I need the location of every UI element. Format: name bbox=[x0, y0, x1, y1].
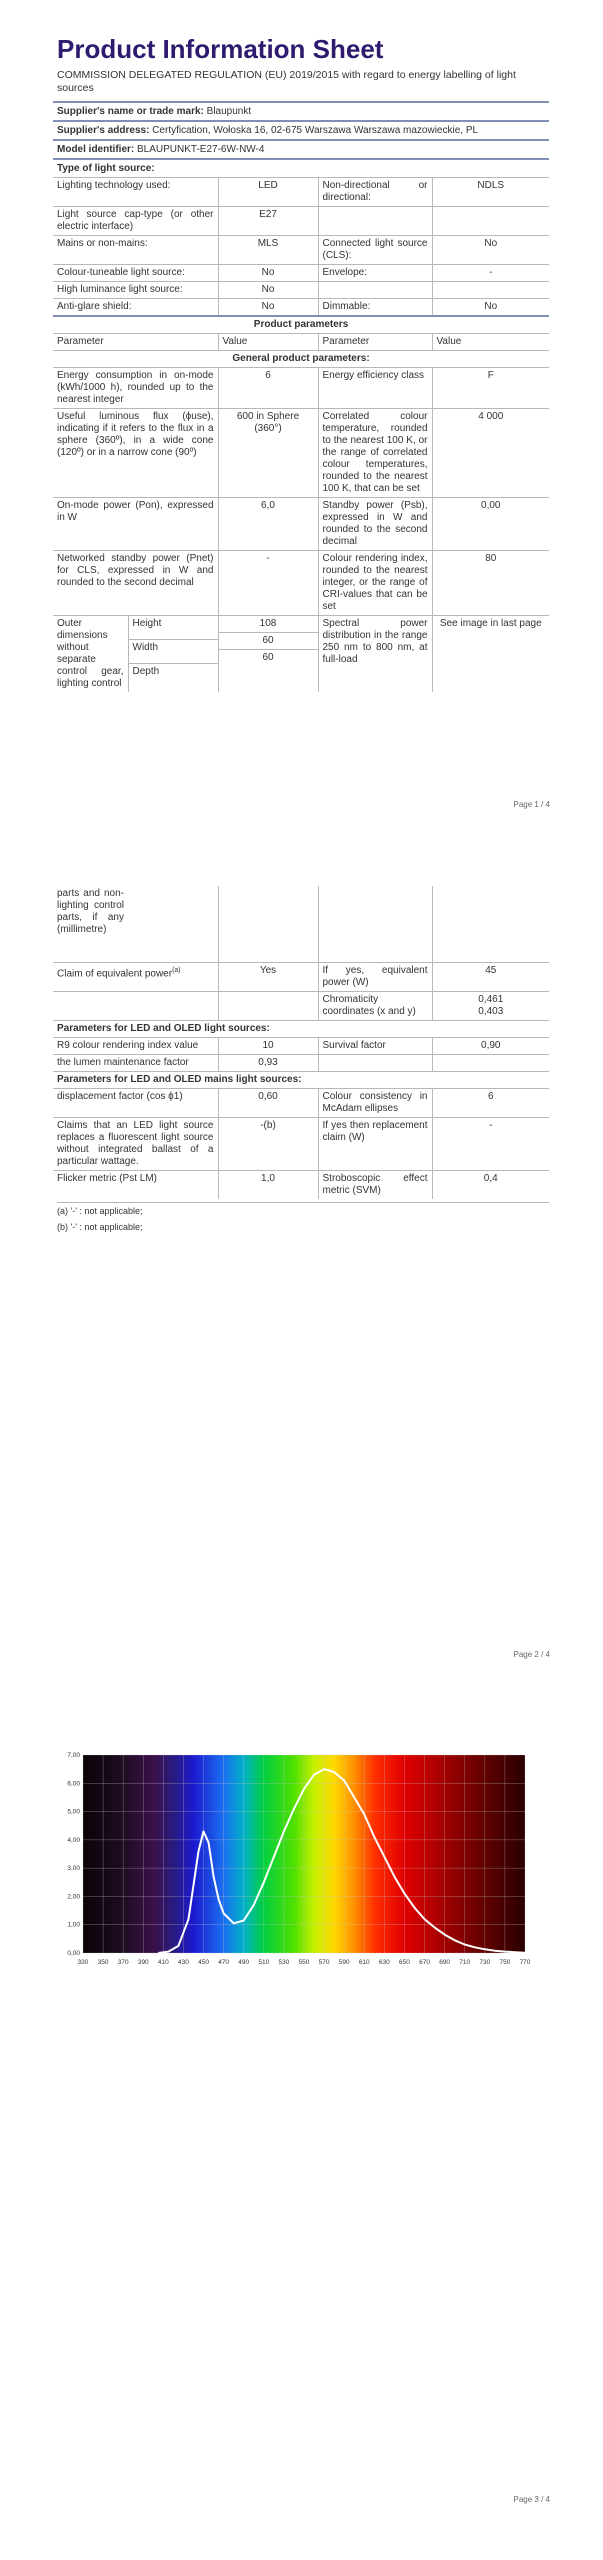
spd-label: Spectral power distribution in the range 250 nm to 800 nm, at full-load bbox=[318, 616, 432, 693]
x-tick-label: 750 bbox=[499, 1959, 511, 1966]
led_rows-value-2: 0,90 bbox=[432, 1038, 549, 1055]
x-tick-label: 570 bbox=[318, 1959, 330, 1966]
p2_rows-label-1 bbox=[53, 992, 218, 1021]
x-tick-label: 770 bbox=[519, 1959, 531, 1966]
x-tick-label: 530 bbox=[278, 1959, 290, 1966]
type_rows-value-1: E27 bbox=[218, 207, 318, 236]
col-value-2: Value bbox=[432, 334, 549, 351]
y-tick-label: 6,00 bbox=[67, 1780, 80, 1788]
x-tick-label: 590 bbox=[338, 1959, 350, 1966]
general-parameters-heading: General product parameters: bbox=[53, 351, 549, 368]
type_rows-label-2: Envelope: bbox=[318, 265, 432, 282]
type_rows-value-1: MLS bbox=[218, 236, 318, 265]
p2_rows-label-2: If yes, equivalent power (W) bbox=[318, 963, 432, 992]
p2_rows-value-1: Yes bbox=[218, 963, 318, 992]
x-tick-label: 510 bbox=[258, 1959, 270, 1966]
type_rows-value-1: No bbox=[218, 282, 318, 299]
y-tick-label: 5,00 bbox=[67, 1808, 80, 1816]
mains_rows-label-1: Flicker metric (Pst LM) bbox=[53, 1171, 218, 1200]
dim-width-label: Width bbox=[128, 639, 218, 663]
model-row bbox=[53, 139, 549, 158]
p1_rows-label-1: On-mode power (Pon), expressed in W bbox=[53, 498, 218, 551]
type_rows-value-2 bbox=[432, 282, 549, 299]
x-tick-label: 550 bbox=[298, 1959, 310, 1966]
p2_rows-label-2: Chromaticity coordinates (x and y) bbox=[318, 992, 432, 1021]
supplier-address: Certyfication, Wołoska 16, 02-675 Warszawa Warszawa mazowieckie, PL bbox=[152, 125, 479, 136]
type_rows-label-2: Connected light source (CLS): bbox=[318, 236, 432, 265]
mains_rows-value-1: 0,60 bbox=[218, 1089, 318, 1118]
supplier-name-row bbox=[53, 101, 549, 120]
mains_rows-value-1: -(b) bbox=[218, 1118, 318, 1171]
supplier-address-label: Supplier's address: bbox=[57, 125, 150, 136]
type_rows-label-2: Dimmable: bbox=[318, 299, 432, 316]
p2_rows-label-1: Claim of equivalent power$^{(a)}$ bbox=[53, 963, 218, 992]
page-number-3: Page 3 / 4 bbox=[513, 2495, 550, 2504]
type_rows-row bbox=[53, 265, 549, 282]
col-parameter-2: Parameter bbox=[318, 334, 432, 351]
type_rows-row bbox=[53, 178, 549, 207]
dim-depth-value: 60 bbox=[262, 652, 274, 663]
p1_rows-label-2: Energy efficiency class bbox=[318, 368, 432, 409]
mains_rows-value-2: - bbox=[432, 1118, 549, 1171]
p1_rows-label-2: Correlated colour temperature, rounded to the nearest 100 K, or the range of correlated colour temperatures, rounded to the nearest 100 K, that can be set bbox=[318, 409, 432, 498]
supplier-address-row bbox=[53, 120, 549, 139]
dimensions-row bbox=[53, 616, 549, 693]
mains-params-heading: Parameters for LED and OLED mains light sources: bbox=[53, 1072, 549, 1089]
y-tick-label: 3,00 bbox=[67, 1865, 80, 1873]
mains_rows-row bbox=[53, 1171, 549, 1200]
type_rows-row bbox=[53, 236, 549, 265]
type_rows-label-1: Colour-tuneable light source: bbox=[53, 265, 218, 282]
p1_rows-label-1: Useful luminous flux (ϕuse), indicating if it refers to the flux in a sphere (360º), in a wide cone (120º) or in a narrow cone (90º) bbox=[53, 409, 218, 498]
page-2 bbox=[0, 860, 603, 1680]
supplier-name: Blaupunkt bbox=[206, 106, 252, 117]
type_rows-label-1: Mains or non-mains: bbox=[53, 236, 218, 265]
p1_rows-value-2: F bbox=[432, 368, 549, 409]
type_rows-value-1: No bbox=[218, 299, 318, 316]
led_rows-label-2: Survival factor bbox=[318, 1038, 432, 1055]
type-row bbox=[53, 158, 549, 177]
p1_rows-value-1: 6 bbox=[218, 368, 318, 409]
type_rows-value-1: LED bbox=[218, 178, 318, 207]
p2_rows-value-2: 0,461 0,403 bbox=[432, 992, 549, 1021]
led_rows-row bbox=[53, 1055, 549, 1072]
type_rows-row bbox=[53, 207, 549, 236]
p1_rows-row bbox=[53, 409, 549, 498]
p1_rows-label-1: Networked standby power (Pnet) for CLS, expressed in W and rounded to the second decimal bbox=[53, 551, 218, 616]
parameters-table bbox=[53, 315, 549, 692]
model-label: Model identifier: bbox=[57, 144, 135, 155]
type_rows-label-1: High luminance light source: bbox=[53, 282, 218, 299]
type_rows-value-2: No bbox=[432, 299, 549, 316]
parameters-table-continued bbox=[53, 886, 549, 1199]
p1_rows-label-2: Colour rendering index, rounded to the nearest integer, or the range of CRI-values that can be set bbox=[318, 551, 432, 616]
x-tick-label: 470 bbox=[218, 1959, 230, 1966]
product-sheet bbox=[53, 34, 549, 692]
p1_rows-label-1: Energy consumption in on-mode (kWh/1000 h), rounded up to the nearest integer bbox=[53, 368, 218, 409]
mains_rows-label-2: Stroboscopic effect metric (SVM) bbox=[318, 1171, 432, 1200]
p1_rows-row bbox=[53, 498, 549, 551]
col-parameter: Parameter bbox=[53, 334, 218, 351]
type_rows-row bbox=[53, 282, 549, 299]
page-title: Product Information Sheet bbox=[57, 34, 384, 64]
mains_rows-label-2: Colour consistency in McAdam ellipses bbox=[318, 1089, 432, 1118]
dim-depth-label: Depth bbox=[128, 663, 218, 686]
dim-height-value: 108 bbox=[219, 616, 318, 633]
p2_rows-row bbox=[53, 992, 549, 1021]
p1_rows-label-2: Standby power (Psb), expressed in W and rounded to the second decimal bbox=[318, 498, 432, 551]
dim-height-label: Height bbox=[128, 616, 218, 639]
type_rows-value-2: NDLS bbox=[432, 178, 549, 207]
y-tick-label: 2,00 bbox=[67, 1893, 80, 1901]
product-sheet-continued bbox=[53, 886, 549, 1234]
mains_rows-value-2: 0,4 bbox=[432, 1171, 549, 1200]
x-tick-label: 610 bbox=[358, 1959, 370, 1966]
mains_rows-row bbox=[53, 1089, 549, 1118]
supplier-name-label: Supplier's name or trade mark: bbox=[57, 106, 204, 117]
x-tick-label: 330 bbox=[77, 1959, 89, 1966]
type_rows-label-1: Lighting technology used: bbox=[53, 178, 218, 207]
p1_rows-row bbox=[53, 368, 549, 409]
x-tick-label: 670 bbox=[419, 1959, 430, 1966]
type_rows-value-2: - bbox=[432, 265, 549, 282]
led_rows-row bbox=[53, 1038, 549, 1055]
mains_rows-value-1: 1,0 bbox=[218, 1171, 318, 1200]
led_rows-value-1: 10 bbox=[218, 1038, 318, 1055]
led_rows-label-1: R9 colour rendering index value bbox=[53, 1038, 218, 1055]
type-table bbox=[53, 177, 549, 315]
led_rows-label-1: the lumen maintenance factor bbox=[53, 1055, 218, 1072]
product-parameters-heading: Product parameters bbox=[53, 316, 549, 334]
x-tick-label: 650 bbox=[399, 1959, 410, 1966]
p1_rows-value-1: - bbox=[218, 551, 318, 616]
page-number: Page 1 / 4 bbox=[513, 800, 550, 809]
mains_rows-label-2: If yes then replacement claim (W) bbox=[318, 1118, 432, 1171]
type_rows-label-1: Light source cap-type (or other electric interface) bbox=[53, 207, 218, 236]
footnote-a: (a) '-' : not applicable; bbox=[57, 1202, 549, 1218]
y-tick-label: 4,00 bbox=[67, 1836, 80, 1844]
x-tick-label: 450 bbox=[198, 1959, 209, 1966]
spectral-distribution-chart bbox=[55, 1745, 555, 1985]
x-tick-label: 490 bbox=[238, 1959, 250, 1966]
dimensions-row-continued bbox=[53, 886, 549, 963]
type_rows-value-2: No bbox=[432, 236, 549, 265]
led-params-heading: Parameters for LED and OLED light sources: bbox=[53, 1021, 549, 1038]
p1_rows-row bbox=[53, 551, 549, 616]
dimensions-label-continued: parts and non-lighting control parts, if any (millimetre) bbox=[57, 888, 124, 935]
p1_rows-value-1: 600 in Sphere (360°) bbox=[218, 409, 318, 498]
dimensions-label: Outer dimensions without separate control gear, lighting control bbox=[57, 618, 124, 689]
spd-value: See image in last page bbox=[432, 616, 549, 693]
p1_rows-value-2: 4 000 bbox=[432, 409, 549, 498]
mains_rows-label-1: displacement factor (cos ϕ1) bbox=[53, 1089, 218, 1118]
regulation-text: COMMISSION DELEGATED REGULATION (EU) 2019/2015 with regard to energy labelling of light sources bbox=[57, 69, 516, 94]
type-label: Type of light source: bbox=[57, 163, 155, 174]
model-identifier: BLAUPUNKT-E27-6W-NW-4 bbox=[137, 144, 265, 155]
type_rows-label-1: Anti-glare shield: bbox=[53, 299, 218, 316]
x-tick-label: 430 bbox=[178, 1959, 189, 1966]
page-number-2: Page 2 / 4 bbox=[513, 1650, 550, 1659]
led_rows-label-2 bbox=[318, 1055, 432, 1072]
type_rows-label-2: Non-directional or directional: bbox=[318, 178, 432, 207]
page-1 bbox=[0, 0, 603, 820]
mains_rows-row bbox=[53, 1118, 549, 1171]
x-tick-label: 730 bbox=[479, 1959, 491, 1966]
p1_rows-value-2: 0,00 bbox=[432, 498, 549, 551]
type_rows-value-1: No bbox=[218, 265, 318, 282]
x-tick-label: 710 bbox=[459, 1959, 471, 1966]
x-tick-label: 350 bbox=[97, 1959, 109, 1966]
x-tick-label: 390 bbox=[137, 1959, 149, 1966]
led_rows-value-2 bbox=[432, 1055, 549, 1072]
y-tick-label: 0,00 bbox=[67, 1950, 80, 1957]
p2_rows-value-2: 45 bbox=[432, 963, 549, 992]
dim-width-value: 60 bbox=[219, 633, 318, 650]
type_rows-value-2 bbox=[432, 207, 549, 236]
x-tick-label: 410 bbox=[157, 1959, 169, 1966]
y-tick-label: 7,00 bbox=[67, 1752, 80, 1759]
p2_rows-row bbox=[53, 963, 549, 992]
y-tick-label: 1,00 bbox=[67, 1921, 80, 1929]
type_rows-label-2 bbox=[318, 207, 432, 236]
col-value: Value bbox=[218, 334, 318, 351]
x-tick-label: 630 bbox=[378, 1959, 390, 1966]
p2_rows-value-1 bbox=[218, 992, 318, 1021]
x-tick-label: 370 bbox=[117, 1959, 129, 1966]
x-tick-label: 690 bbox=[439, 1959, 451, 1966]
type_rows-row bbox=[53, 299, 549, 316]
type_rows-label-2 bbox=[318, 282, 432, 299]
mains_rows-label-1: Claims that an LED light source replaces a fluorescent light source without integrated ballast of a particular wattage. bbox=[53, 1118, 218, 1171]
footnote-b: (b) '-' : not applicable; bbox=[57, 1222, 143, 1232]
p1_rows-value-1: 6,0 bbox=[218, 498, 318, 551]
led_rows-value-1: 0,93 bbox=[218, 1055, 318, 1072]
mains_rows-value-2: 6 bbox=[432, 1089, 549, 1118]
p1_rows-value-2: 80 bbox=[432, 551, 549, 616]
